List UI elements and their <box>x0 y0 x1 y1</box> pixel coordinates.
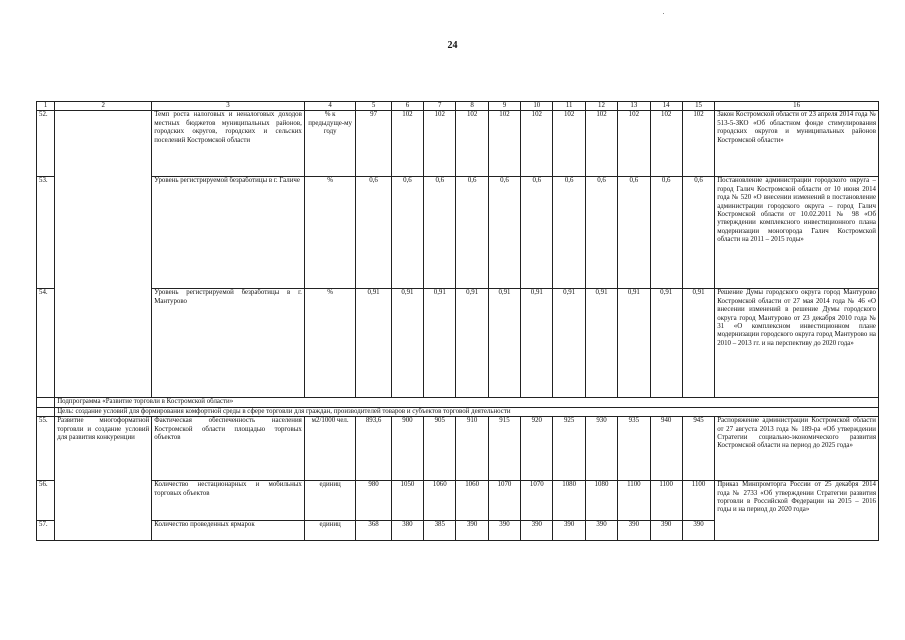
column-number: 2 <box>55 102 152 111</box>
value-cell: 390 <box>456 521 488 541</box>
indicator-name: Количество проведенных ярмарок <box>152 521 305 541</box>
value-cell: 0,6 <box>521 177 553 289</box>
group-cell: Развитие многоформатной торговли и создание условий для развития конкуренции <box>55 417 152 541</box>
table-row <box>37 289 879 398</box>
column-number: 11 <box>553 102 585 111</box>
column-number-row <box>37 102 879 111</box>
value-cell: 0,91 <box>456 289 488 398</box>
value-cell: 102 <box>650 111 682 177</box>
unit: м2/1000 чел. <box>304 417 356 481</box>
unit: % <box>304 289 356 398</box>
value-cell: 0,91 <box>488 289 520 398</box>
value-cell: 1080 <box>553 481 585 521</box>
value-cell: 0,91 <box>585 289 617 398</box>
value-cell: 390 <box>488 521 520 541</box>
column-number: 4 <box>304 102 356 111</box>
column-number: 14 <box>650 102 682 111</box>
value-cell: 980 <box>356 481 391 521</box>
indicators-table <box>36 101 879 541</box>
value-cell: 97 <box>356 111 391 177</box>
value-cell: 0,6 <box>356 177 391 289</box>
column-number: 5 <box>356 102 391 111</box>
value-cell: 0,6 <box>585 177 617 289</box>
row-number: 57. <box>37 521 55 541</box>
legal-basis: Распоряжение администрации Костромской области от 27 августа 2013 года № 189-ра «Об утверждении Стратегии социально-экономического развития Костромской области на период до 2025 года» <box>715 417 879 481</box>
value-cell: 390 <box>553 521 585 541</box>
value-cell: 0,6 <box>456 177 488 289</box>
table-row <box>37 417 879 481</box>
legal-basis: Закон Костромской области от 23 апреля 2014 года № 513-5-ЗКО «Об областном фонде стимулирования городских округов и муниципальных районов Костромской области» <box>715 111 879 177</box>
value-cell: 102 <box>424 111 456 177</box>
value-cell: 0,6 <box>553 177 585 289</box>
indicator-name: Темп роста налоговых и неналоговых доходов местных бюджетов муниципальных районов, городских округов, городских и сельских поселений Костромской области <box>152 111 305 177</box>
group-cell <box>55 111 152 398</box>
value-cell: 368 <box>356 521 391 541</box>
value-cell: 0,6 <box>618 177 650 289</box>
value-cell: 1070 <box>521 481 553 521</box>
column-number: 15 <box>682 102 714 111</box>
column-number: 8 <box>456 102 488 111</box>
value-cell: 102 <box>456 111 488 177</box>
unit: % к предыдуще-му году <box>304 111 356 177</box>
value-cell: 930 <box>585 417 617 481</box>
value-cell: 102 <box>488 111 520 177</box>
value-cell: 385 <box>424 521 456 541</box>
value-cell: 390 <box>682 521 714 541</box>
column-number: 1 <box>37 102 55 111</box>
value-cell: 390 <box>650 521 682 541</box>
value-cell: 1050 <box>391 481 423 521</box>
value-cell: 900 <box>391 417 423 481</box>
value-cell: 1100 <box>682 481 714 521</box>
value-cell: 102 <box>585 111 617 177</box>
value-cell: 1100 <box>618 481 650 521</box>
value-cell: 0,6 <box>488 177 520 289</box>
subprogram-row <box>37 398 879 407</box>
value-cell: 0,6 <box>650 177 682 289</box>
value-cell: 0,91 <box>553 289 585 398</box>
value-cell: 905 <box>424 417 456 481</box>
value-cell: 0,91 <box>521 289 553 398</box>
value-cell: 0,6 <box>391 177 423 289</box>
column-number: 13 <box>618 102 650 111</box>
goal-text: Цель: создание условий для формирования комфортной среды в сфере торговли для граждан, производителей товаров и субъектов торговой деятельности <box>55 407 879 416</box>
value-cell: 390 <box>618 521 650 541</box>
column-number: 6 <box>391 102 423 111</box>
value-cell: 925 <box>553 417 585 481</box>
indicator-name: Уровень регистрируемой безработицы в г. Галиче <box>152 177 305 289</box>
unit: % <box>304 177 356 289</box>
unit: единиц <box>304 481 356 521</box>
legal-basis: Постановление администрации городского округа – город Галич Костромской области от 10 июня 2014 года № 520 «О внесении изменений в постановление администрации городского округа – город Галич Костромской области от 10.02.2011 № 98 «Об утверждении комплексного инвестиционного плана модернизации моногорода Галич Костромской области на 2011 – 2015 годы» <box>715 177 879 289</box>
value-cell: 910 <box>456 417 488 481</box>
value-cell: 0,6 <box>424 177 456 289</box>
value-cell: 1100 <box>650 481 682 521</box>
value-cell: 102 <box>682 111 714 177</box>
value-cell: 390 <box>521 521 553 541</box>
value-cell: 940 <box>650 417 682 481</box>
row-number: 53. <box>37 177 55 289</box>
value-cell: 1060 <box>424 481 456 521</box>
page-number: 24 <box>447 40 458 51</box>
value-cell: 920 <box>521 417 553 481</box>
column-number: 10 <box>521 102 553 111</box>
empty-cell <box>37 398 55 407</box>
empty-cell <box>37 407 55 416</box>
unit: единиц <box>304 521 356 541</box>
table-row <box>37 111 879 177</box>
indicator-name: Уровень регистрируемой безработицы в г. Мантурово <box>152 289 305 398</box>
value-cell: 0,91 <box>424 289 456 398</box>
value-cell: 1060 <box>456 481 488 521</box>
value-cell: 0,91 <box>391 289 423 398</box>
column-number: 16 <box>715 102 879 111</box>
value-cell: 0,91 <box>356 289 391 398</box>
value-cell: 935 <box>618 417 650 481</box>
column-number: 12 <box>585 102 617 111</box>
value-cell: 102 <box>618 111 650 177</box>
value-cell: 0,91 <box>650 289 682 398</box>
legal-basis: Решение Думы городского округа город Мантурово Костромской области от 27 мая 2014 года № 46 «О внесении изменений в решение Думы городского округа город Мантурово от 23 декабря 2010 года № 31 «О комплексном инвестиционном плане модернизации городского округа город Мантурово на 2010 – 2013 гг. и на перспективу до 2020 года» <box>715 289 879 398</box>
indicator-name: Фактическая обеспеченность населения Костромской области площадью торговых объектов <box>152 417 305 481</box>
value-cell: 1080 <box>585 481 617 521</box>
value-cell: 102 <box>391 111 423 177</box>
table-row <box>37 481 879 521</box>
row-number: 52. <box>37 111 55 177</box>
value-cell: 0,91 <box>682 289 714 398</box>
value-cell: 0,91 <box>618 289 650 398</box>
subprogram-title: Подпрограмма «Развитие торговли в Костромской области» <box>55 398 879 407</box>
value-cell: 380 <box>391 521 423 541</box>
indicator-name: Количество нестационарных и мобильных торговых объектов <box>152 481 305 521</box>
column-number: 9 <box>488 102 520 111</box>
scan-speck <box>663 13 664 14</box>
column-number: 3 <box>152 102 305 111</box>
table-row <box>37 177 879 289</box>
row-number: 56. <box>37 481 55 521</box>
value-cell: 945 <box>682 417 714 481</box>
value-cell: 0,6 <box>682 177 714 289</box>
value-cell: 102 <box>553 111 585 177</box>
value-cell: 915 <box>488 417 520 481</box>
value-cell: 390 <box>585 521 617 541</box>
value-cell: 893,6 <box>356 417 391 481</box>
column-number: 7 <box>424 102 456 111</box>
row-number: 54. <box>37 289 55 398</box>
value-cell: 102 <box>521 111 553 177</box>
legal-basis: Приказ Минпромторга России от 25 декабря 2014 года № 2733 «Об утверждении Стратегии развития торговли в Российской Федерации на 2015 – 2016 годы и на период до 2020 года» <box>715 481 879 541</box>
row-number: 55. <box>37 417 55 481</box>
value-cell: 1070 <box>488 481 520 521</box>
goal-row <box>37 407 879 416</box>
